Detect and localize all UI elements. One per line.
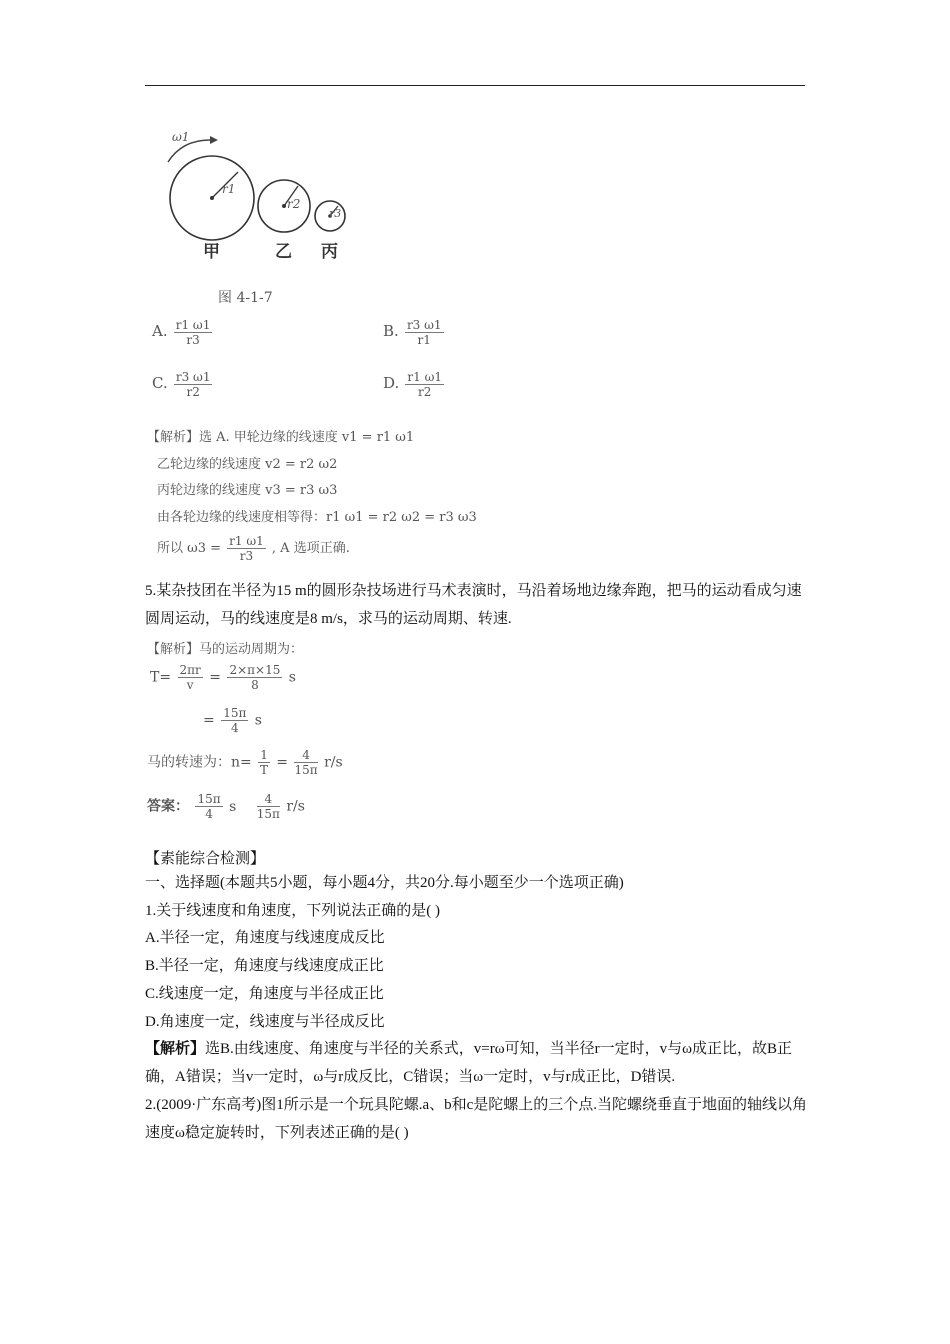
question-1-stem: 1.关于线速度和角速度，下列说法正确的是( ) <box>145 903 440 919</box>
figure-caption: 图 4-1-7 <box>218 290 273 306</box>
r1-label: r1 <box>222 182 236 196</box>
section-title: 【素能综合检测】 <box>145 851 266 867</box>
question-1-option-d: D.角速度一定，线速度与半径成反比 <box>145 1014 385 1030</box>
question-5: 5.某杂技团在半径为15 m的圆形杂技场进行马术表演时，马沿着场地边缘奔跑，把马的运动看成匀速圆周运动，马的线速度是8 m/s，求马的运动周期、转速. <box>145 583 802 627</box>
analysis4-line5: 所以 ω3 = $\frac{r1 \omega 1}{r3}$ , A 选项正确. <box>157 534 350 563</box>
analysis5-period: T= $\frac{2\pi r}{v}$ = $\frac{2\times\pi\times 15}{8}$ s <box>150 663 296 692</box>
wheel-label-jia: 甲 <box>203 242 220 261</box>
option-c: C. $\frac{r3 \omega 1}{r2}$ <box>152 370 211 399</box>
section-subtitle: 一、选择题(本题共5小题，每小题4分，共20分.每小题至少一个选项正确) <box>145 875 624 891</box>
analysis4-line4: 由各轮边缘的线速度相等得：r1 ω1 = r2 ω2 = r3 ω3 <box>157 510 477 525</box>
question-1-analysis: 【解析】选B.由线速度、角速度与半径的关系式，v=rω可知，当半径r一定时，v与ω成正比，故B正确，A错误；当v一定时，ω与r成反比，C错误；当ω一定时，v与r成正比，D错误. <box>145 1041 792 1085</box>
header-rule <box>145 85 805 86</box>
analysis5-speed: 马的转速为：n= $\frac{1}{T}$ = $\frac{4}{15\pi}$ r/s <box>147 748 343 777</box>
r3-label: r3 <box>329 207 342 220</box>
analysis4-line3: 丙轮边缘的线速度 v3 = r3 ω3 <box>157 483 338 498</box>
question-1-option-b: B.半径一定，角速度与线速度成正比 <box>145 958 384 974</box>
question-1-option-a: A.半径一定，角速度与线速度成反比 <box>145 930 385 946</box>
wheel-label-bing: 丙 <box>321 242 338 261</box>
question-1-option-c: C.线速度一定，角速度与半径成正比 <box>145 986 384 1002</box>
option-d: D. $\frac{r1 \omega 1}{r2}$ <box>383 370 443 399</box>
analysis5-period-result: = $\frac{15\pi}{4}$ s <box>203 706 262 735</box>
analysis5-head: 【解析】马的运动周期为： <box>147 642 304 657</box>
option-b: B. $\frac{r3 \omega 1}{r1}$ <box>383 318 442 347</box>
analysis5-answer: 答案： $\frac{15\pi}{4}$ s $\frac{4}{15\pi}$ r/s <box>147 792 305 821</box>
r2-label: r2 <box>287 197 301 211</box>
analysis4-line1: 【解析】选 A. 甲轮边缘的线速度 v1 = r1 ω1 <box>147 430 415 445</box>
wheel-label-yi: 乙 <box>275 242 292 261</box>
option-a: A. $\frac{r1 \omega 1}{r3}$ <box>152 318 211 347</box>
question-2: 2.(2009·广东高考)图1所示是一个玩具陀螺.a、b和c是陀螺上的三个点.当陀螺绕垂直于地面的轴线以角速度ω稳定旋转时，下列表述正确的是( ) <box>145 1097 808 1141</box>
omega-label: ω1 <box>172 130 190 144</box>
analysis4-line2: 乙轮边缘的线速度 v2 = r2 ω2 <box>157 457 338 472</box>
